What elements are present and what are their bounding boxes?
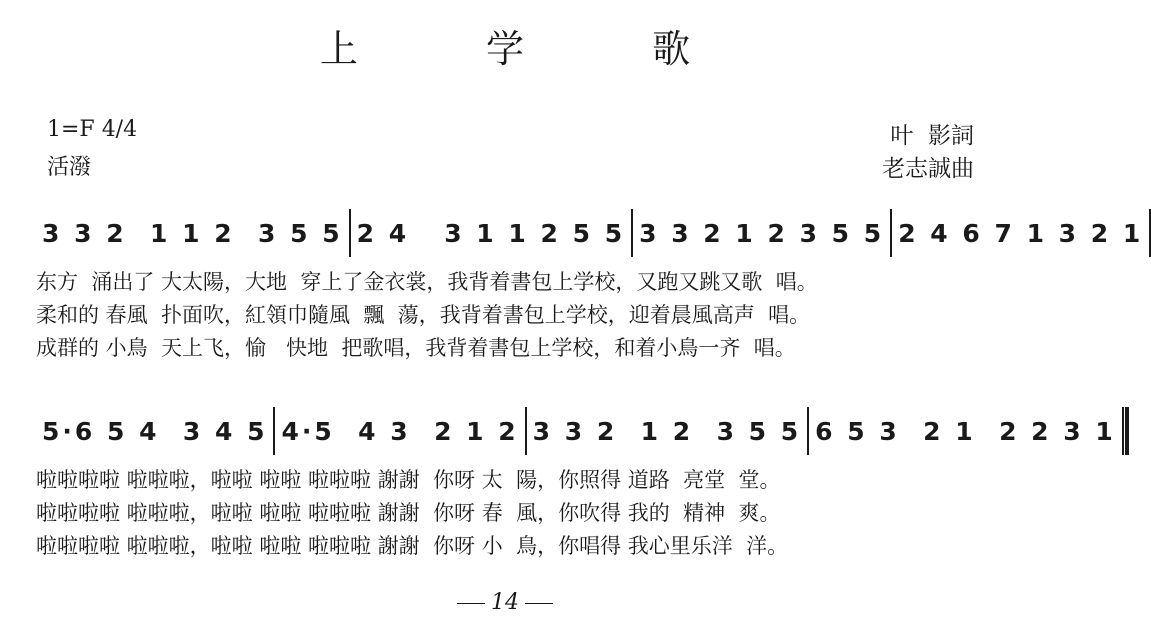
composer-credit: 老志誠曲 bbox=[882, 156, 974, 182]
notation-line bbox=[36, 200, 1144, 266]
tempo-marking: 活潑 bbox=[47, 155, 92, 180]
lyrics-block bbox=[36, 266, 980, 365]
song-title: 上 学 歌 bbox=[319, 27, 749, 71]
final-barline bbox=[1122, 407, 1129, 455]
lyric-verse-3: 啦啦啦啦 啦啦啦，啦啦 啦啦 啦啦啦 謝謝 你呀 小 鳥，你唱得 我心里乐洋 洋。 bbox=[36, 534, 789, 558]
measure: 2 4 6 7 1 3 2 1 bbox=[898, 218, 1144, 248]
lyric-verse-2: 柔和的 春風 扑面吹，紅領巾隨風 飄 蕩，我背着書包上学校，迎着晨風高声 唱。 bbox=[36, 303, 811, 327]
dash-right bbox=[525, 603, 553, 604]
score-system-2 bbox=[36, 398, 1116, 563]
score-system-1 bbox=[36, 200, 1144, 365]
page-number-value: 14 bbox=[491, 590, 519, 615]
lyric-verse-1: 啦啦啦啦 啦啦啦，啦啦 啦啦 啦啦啦 謝謝 你呀 太 陽，你照得 道路 亮堂 堂。 bbox=[36, 468, 781, 492]
measure: 3 3 2 1 1 2 3 5 5 bbox=[42, 218, 343, 248]
dash-left bbox=[457, 603, 485, 604]
measure: 2 4 3 1 1 2 5 5 bbox=[356, 218, 626, 248]
measure: 4·5 4 3 2 1 2 bbox=[281, 416, 519, 446]
measure: 3 3 2 1 2 3 5 5 bbox=[532, 416, 802, 446]
lyric-verse-2: 啦啦啦啦 啦啦啦，啦啦 啦啦 啦啦啦 謝謝 你呀 春 風，你吹得 我的 精神 爽。 bbox=[36, 501, 781, 525]
page-number bbox=[0, 590, 1010, 615]
lyricist-credit: 叶 影詞 bbox=[890, 123, 974, 149]
key-signature: 1=F 4/4 bbox=[47, 117, 138, 142]
lyric-verse-1: 东方 涌出了 大太陽，大地 穿上了金衣裳，我背着書包上学校，又跑又跳又歌 唱。 bbox=[36, 270, 818, 294]
measure: 5·6 5 4 3 4 5 bbox=[42, 416, 268, 446]
measure: 6 5 3 2 1 2 2 3 1 bbox=[815, 416, 1116, 446]
lyrics-block bbox=[36, 464, 980, 563]
measure: 3 3 2 1 2 3 5 5 bbox=[639, 218, 885, 248]
notation-line bbox=[36, 398, 1116, 464]
lyric-verse-3: 成群的 小鳥 天上飞，愉 快地 把歌唱，我背着書包上学校，和着小鳥一齐 唱。 bbox=[36, 336, 796, 360]
